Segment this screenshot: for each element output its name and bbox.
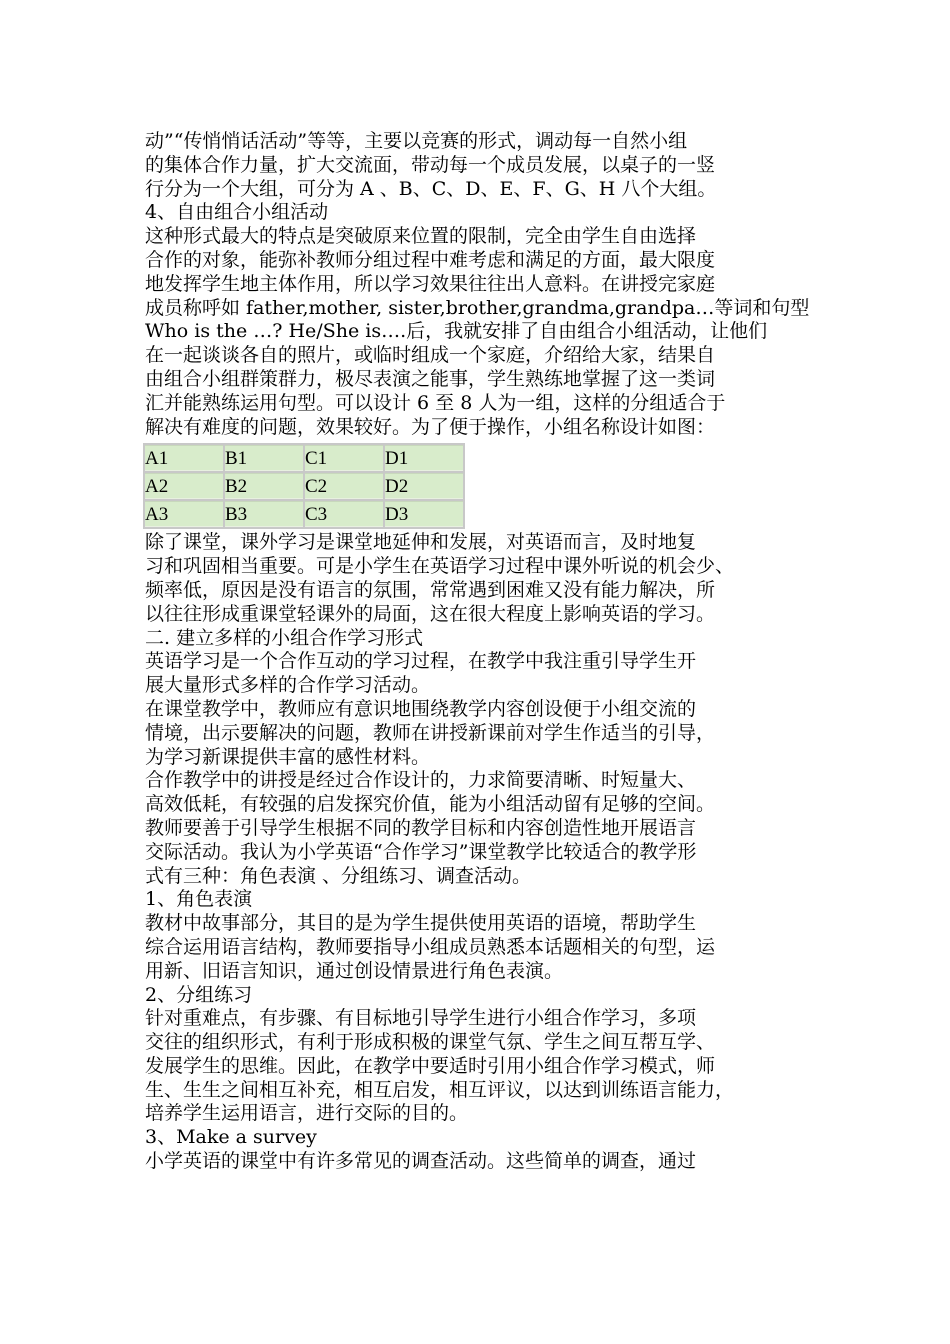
paragraph: 教材中故事部分，其目的是为学生提供使用英语的语境，帮助学生 综合运用语言结构，教师要指导小组成员熟悉本话题相关的句型，运 用新、旧语言知识，通过创设情景进行角色表演。 (145, 912, 716, 982)
table-row (145, 473, 463, 499)
paragraph: 这种形式最大的特点是突破原来位置的限制，完全由学生自由选择 合作的对象，能弥补教师分组过程中难考虑和满足的方面，最大限度 地发挥学生地主体作用，所以学习效果往往出人意料。在讲授完家庭 成员称呼如 father,mother, sister,brother,grandma,grandpa…等词和句型 Who is the …? He/She is….后，我就安排了自由组合小组活动，让他们 在一起谈谈各自的照片，或临时组成一个家庭，介绍给大家，结果自 由组合小组群策群力，极尽表演之能事，学生熟练地掌握了这一类词 汇并能熟练运用句型。可以设计 6 至 8 人为一组，这样的分组适合于 解决有难度的问题，效果较好。为了便于操作，小组名称设计如图： (145, 225, 810, 438)
paragraph: 合作教学中的讲授是经过合作设计的，力求简要清晰、时短量大、 高效低耗，有较强的启发探究价值，能为小组活动留有足够的空间。 教师要善于引导学生根据不同的教学目标和内容创造性地开展语言 交际活动。我认为小学英语“合作学习”课堂教学比较适合的教学形 式有三种：角色表演 、分组练习、调查活动。 (145, 769, 716, 887)
table-row (145, 445, 463, 471)
paragraph: 在课堂教学中，教师应有意识地围绕教学内容创设便于小组交流的 情境，出示要解决的问题，教师在讲授新课前对学生作适当的引导， 为学习新课提供丰富的感性材料。 (145, 697, 716, 768)
table-cell: A2 (145, 473, 223, 499)
section-heading: 4、自由组合小组活动 (145, 201, 329, 224)
table-cell: C1 (305, 445, 383, 471)
section-heading: 二. 建立多样的小组合作学习形式 (145, 626, 424, 649)
table-cell: D1 (385, 445, 463, 471)
group-name-table (143, 443, 465, 529)
table-cell: B2 (225, 473, 303, 499)
paragraph: 英语学习是一个合作互动的学习过程，在教学中我注重引导学生开 展大量形式多样的合作学习活动。 (145, 650, 697, 697)
table-cell: B1 (225, 445, 303, 471)
paragraph: 除了课堂，课外学习是课堂地延伸和发展，对英语而言，及时地复 习和巩固相当重要。可是小学生在英语学习过程中课外听说的机会少、 频率低，原因是没有语言的氛围，常常遇到困难又没有能力解决，所 以往往形成重课堂轻课外的局面，这在很大程度上影响英语的学习。 (145, 531, 735, 625)
document-page (145, 130, 815, 1174)
table-cell: B3 (225, 501, 303, 527)
table-cell: C2 (305, 473, 383, 499)
table-row (145, 501, 463, 527)
table-cell: D3 (385, 501, 463, 527)
table-cell: D2 (385, 473, 463, 499)
table-cell: A1 (145, 445, 223, 471)
section-heading: 1、角色表演 (145, 888, 253, 911)
table-cell: C3 (305, 501, 383, 527)
paragraph: 针对重难点，有步骤、有目标地引导学生进行小组合作学习，多项 交往的组织形式，有利于形成积极的课堂气氛、学生之间互帮互学、 发展学生的思维。因此，在教学中要适时引用小组合作学习模式，师 生、生生之间相互补充，相互启发，相互评议，以达到训练语言能力， 培养学生运用语言，进行交际的目的。 (145, 1007, 735, 1125)
table-cell: A3 (145, 501, 223, 527)
paragraph: 小学英语的课堂中有许多常见的调查活动。这些简单的调查，通过 (145, 1150, 697, 1173)
section-heading: 2、分组练习 (145, 983, 253, 1006)
paragraph: 动”“传悄悄话活动”等等，主要以竞赛的形式，调动每一自然小组 的集体合作力量，扩大交流面，带动每一个成员发展，以桌子的一竖 行分为一个大组，可分为 A 、B、C、D、E、F、G、H 八个大组。 (145, 130, 717, 200)
section-heading: 3、Make a survey (145, 1126, 317, 1149)
